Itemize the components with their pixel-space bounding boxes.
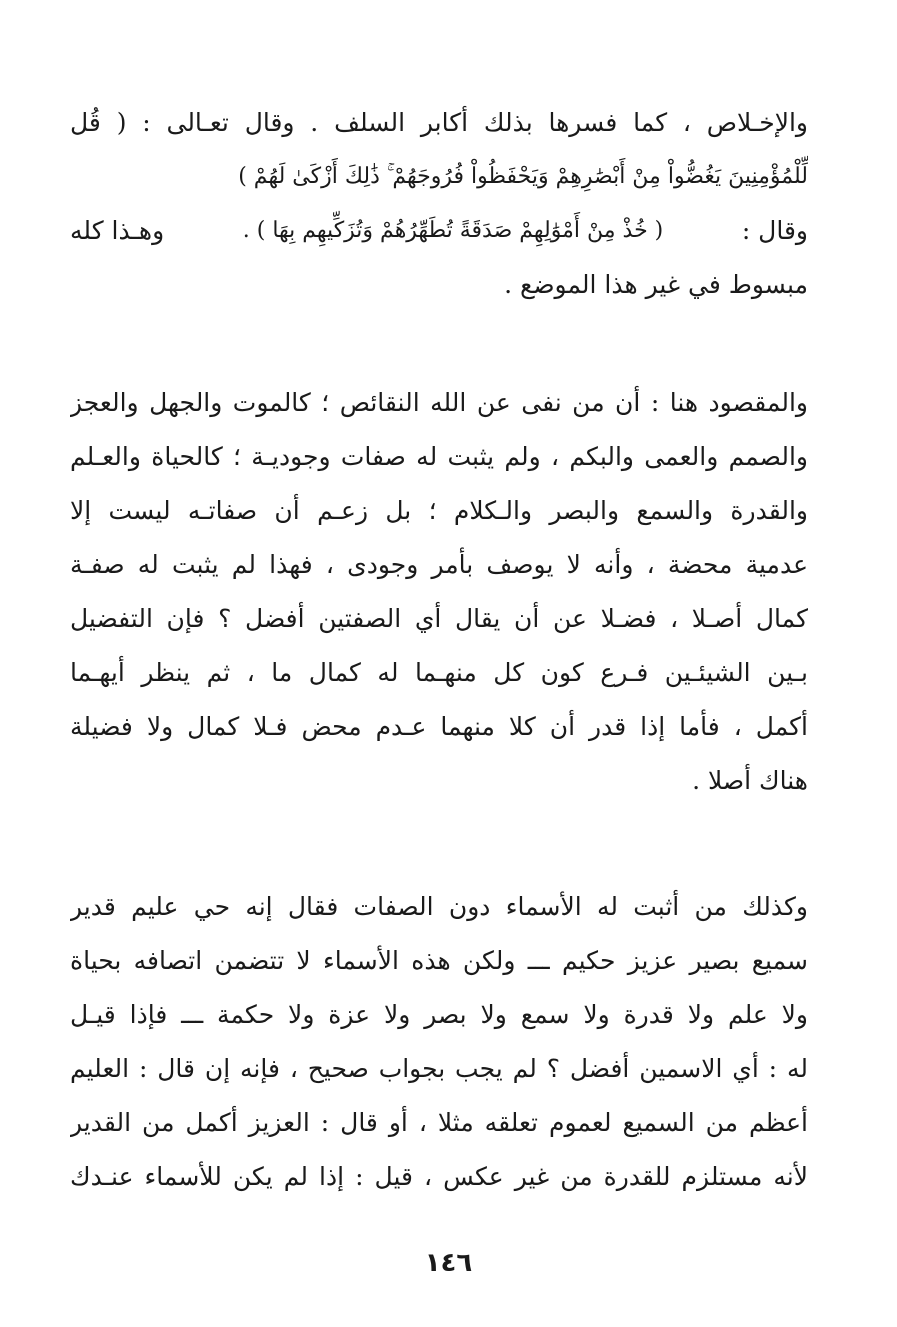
text-line-last: هناك أصلا . <box>692 766 808 795</box>
paragraph-3 <box>70 880 808 1204</box>
text-line: أكمل ، فأما إذا قدر أن كلا منهما عـدم محض فـلا كمال ولا فضيلة <box>70 712 808 741</box>
quran-verse-line: لِّلْمُؤْمِنِينَ يَغُضُّواْ مِنْ أَبْصَٰرِهِمْ وَيَحْفَظُواْ فُرُوجَهُمْ ۚ ذَٰلِكَ أَزْكَىٰ لَهُمْ ) <box>238 164 808 189</box>
text-line: كمال أصـلا ، فضـلا عن أن يقال أي الصفتين أفضل ؟ فإن التفضيل <box>70 604 808 633</box>
text-line: له : أي الاسمين أفضل ؟ لم يجب بجواب صحيح ، فإنه إن قال : العليم <box>70 1054 808 1083</box>
text-line: سميع بصير عزيز حكيم ـــ ولكن هذه الأسماء لا تتضمن اتصافه بحياة <box>70 946 808 975</box>
paragraph-gap <box>70 312 808 376</box>
text-line: والقدرة والسمع والبصر والـكلام ؛ بل زعـم أن صفاتـه ليست إلا <box>70 496 808 525</box>
paragraph-2 <box>70 376 808 808</box>
text-line: ولا علم ولا قدرة ولا سمع ولا بصر ولا عزة ولا حكمة ـــ فإذا قيـل <box>70 1000 808 1029</box>
page-body <box>70 96 808 1246</box>
inline-lead-text: وقال : <box>741 216 808 245</box>
text-line: والمقصود هنا : أن من نفى عن الله النقائص ؛ كالموت والجهل والعجز <box>70 388 808 417</box>
inline-tail-text: وهـذا كله <box>70 216 165 245</box>
text-line: والإخـلاص ، كما فسرها بذلك أكابر السلف . وقال تعـالى : ( قُل <box>70 108 808 137</box>
text-line: بـين الشيئـين فـرع كون كل منهـما له كمال ما ، ثم ينظر أيهـما <box>70 658 808 687</box>
text-line-with-verse <box>70 204 808 258</box>
text-line: عدمية محضة ، وأنه لا يوصف بأمر وجودى ، فهذا لم يثبت له صفـة <box>70 550 808 579</box>
text-line: والصمم والعمى والبكم ، ولم يثبت له صفات وجوديـة ؛ كالحياة والعـلم <box>70 442 808 471</box>
text-line: وكذلك من أثبت له الأسماء دون الصفات فقال إنه حي عليم قدير <box>70 892 808 921</box>
quran-verse-inline: ( خُذْ مِنْ أَمْوَٰلِهِمْ صَدَقَةً تُطَهِّرُهُمْ وَتُزَكِّيهِم بِهَا ) . <box>242 218 664 243</box>
paragraph-gap <box>70 808 808 880</box>
page-number: ١٤٦ <box>424 1248 473 1278</box>
text-line: أعظم من السميع لعموم تعلقه مثلا ، أو قال : العزيز أكمل من القدير <box>70 1108 808 1137</box>
text-line-last: مبسوط في غير هذا الموضع . <box>504 270 808 299</box>
text-line: لأنه مستلزم للقدرة من غير عكس ، قيل : إذا لم يكن للأسماء عنـدك <box>70 1162 808 1191</box>
paragraph-1 <box>70 96 808 312</box>
